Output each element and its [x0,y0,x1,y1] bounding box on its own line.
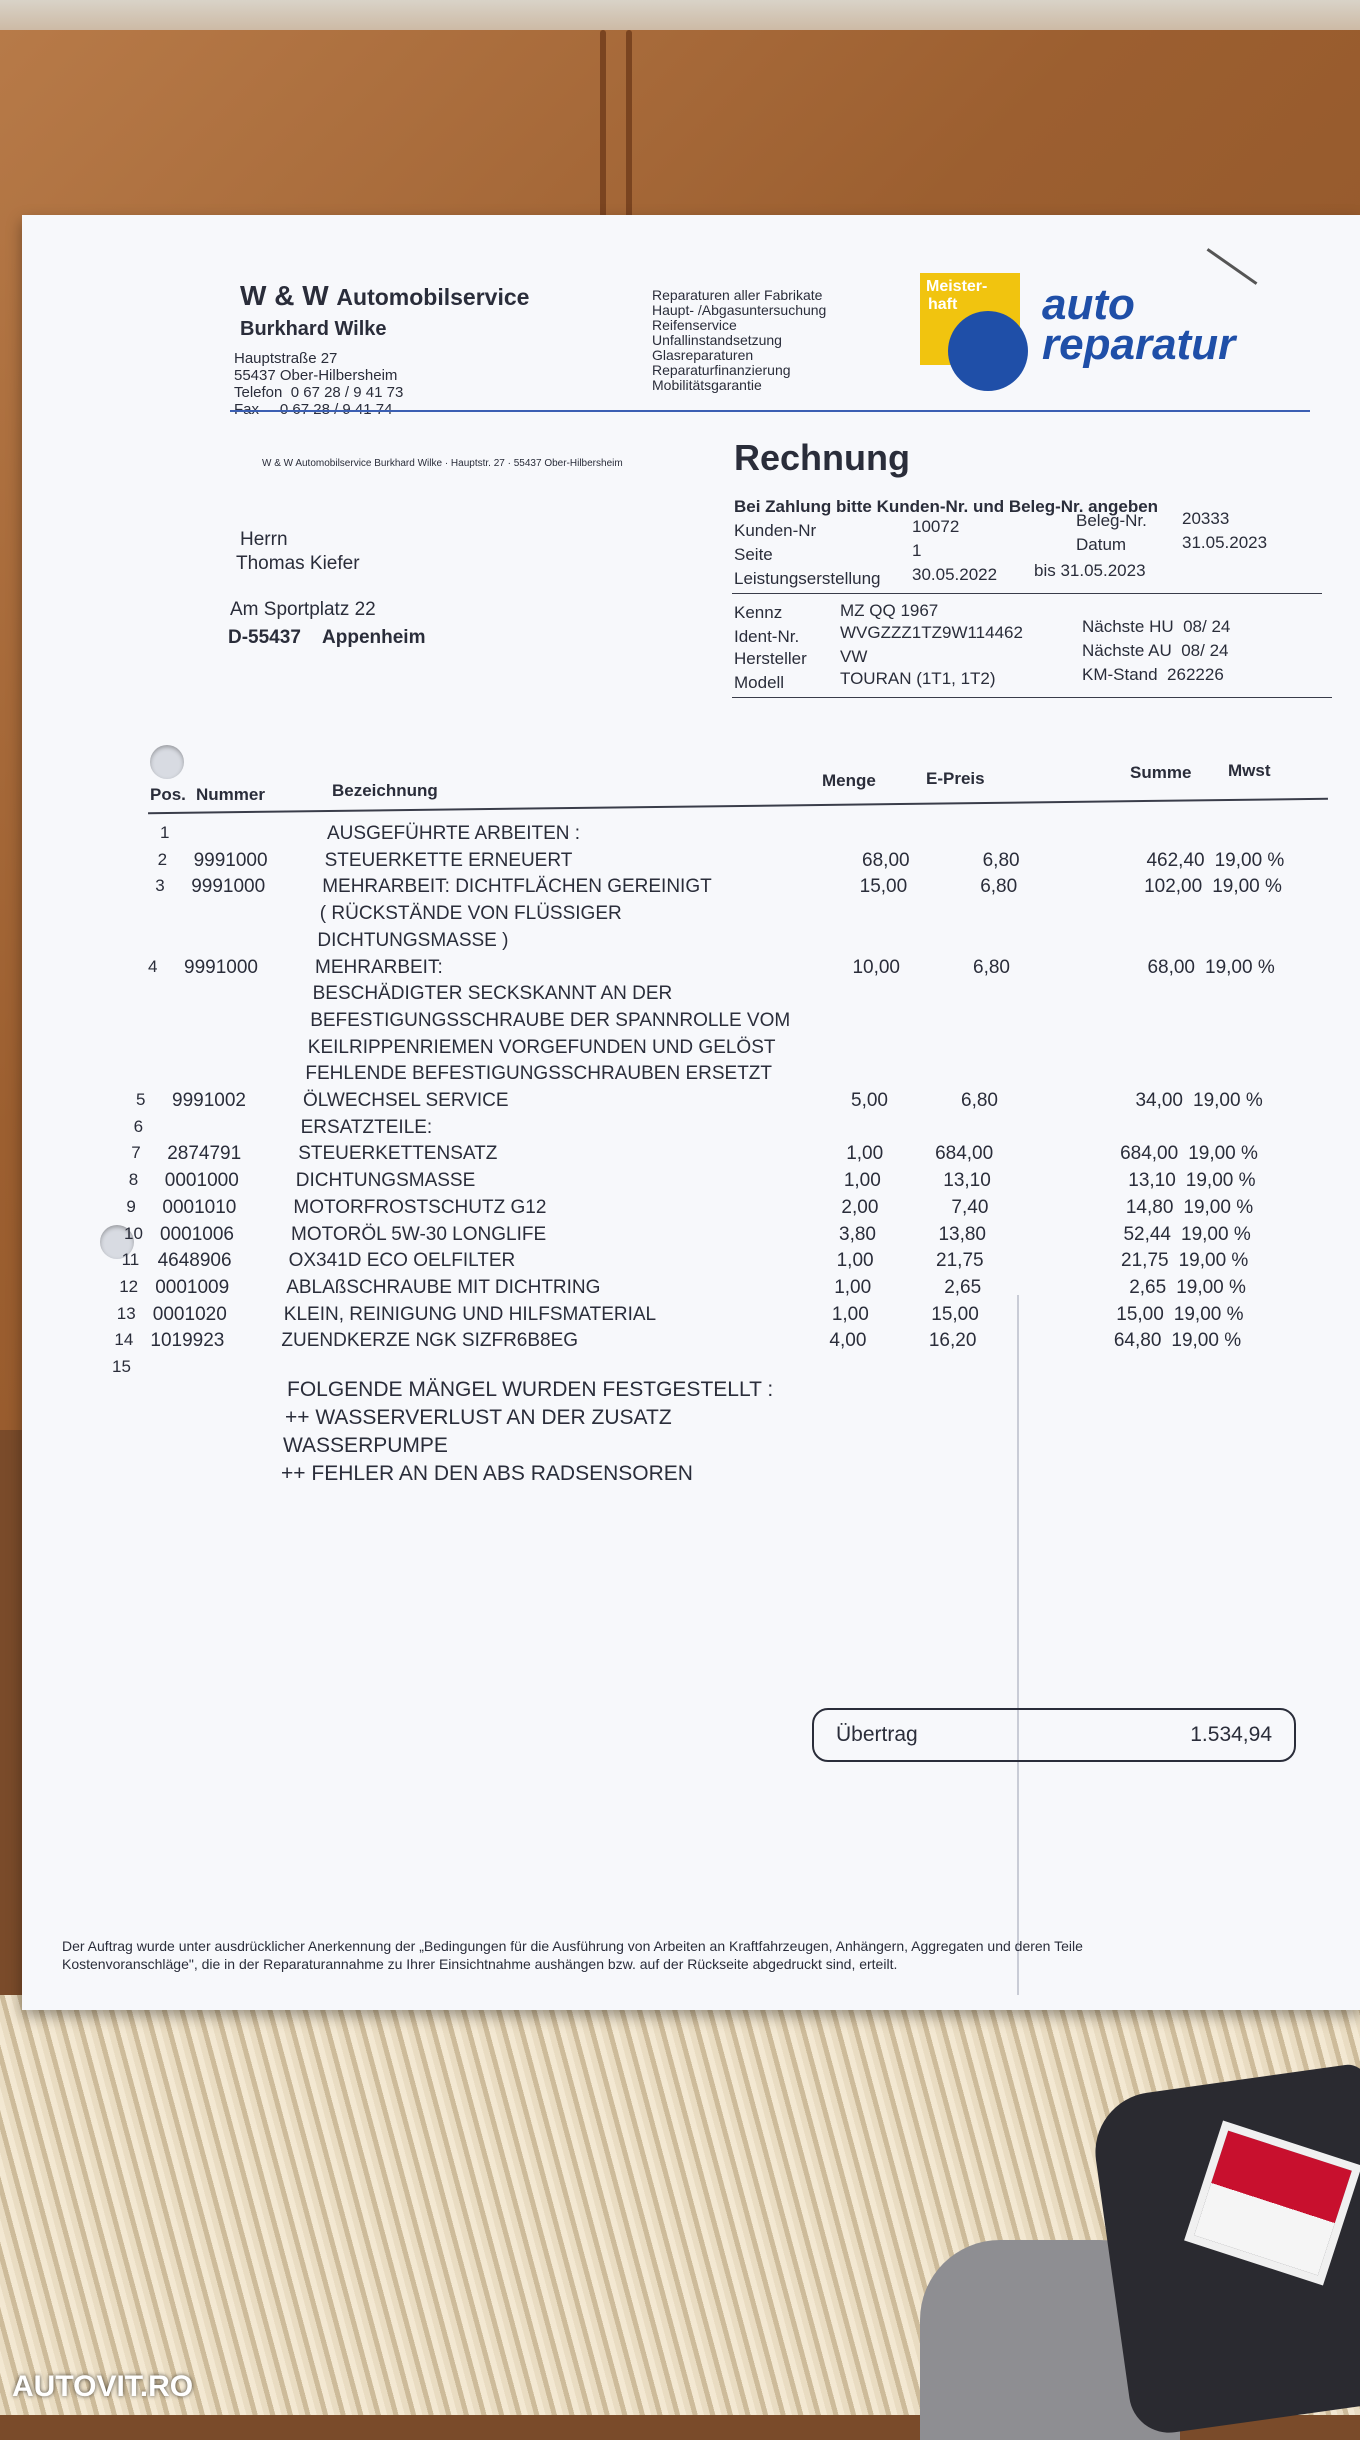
cell-pos: 9 [126,1196,136,1216]
cell-pos: 3 [155,876,165,896]
carry-over-box [812,1708,1296,1762]
cell-nr: 2874791 [167,1143,242,1165]
watermark-logo: AUTOVIT.RO [12,2370,194,2403]
logo-wheel-icon [948,311,1028,391]
cell-desc: MOTORÖL 5W-30 LONGLIFE [291,1223,547,1245]
cell-pos: 4 [148,956,158,976]
cell-qty: 15,00 [859,876,908,898]
cell-qty: 1,00 [843,1170,881,1192]
cell-vat: 19,00 % [1188,1143,1258,1165]
defect-line: WASSERPUMPE [283,1434,448,1457]
paper-clip-icon [1207,248,1258,285]
cell-vat: 19,00 % [1181,1223,1251,1245]
km-stand: KM-Stand 262226 [1082,665,1224,684]
plate-label: Kennz [734,603,783,622]
cell-desc: FEHLENDE BEFESTIGUNGSSCHRAUBEN ERSETZT [305,1063,773,1085]
cell-desc: DICHTUNGSMASSE ) [317,929,509,951]
cell-sum: 462,40 [1146,849,1205,871]
carry-over-label: Übertrag [836,1723,918,1746]
recipient-salutation: Herrn [240,529,288,550]
cell-sum: 21,75 [1121,1250,1169,1272]
cell-nr: 9991002 [172,1090,246,1111]
cell-qty: 1,00 [831,1303,869,1325]
cell-desc: MEHRARBEIT: DICHTFLÄCHEN GEREINIGT [322,876,712,898]
service-period-label: Leistungserstellung [734,569,881,588]
cell-desc: ( RÜCKSTÄNDE VON FLÜSSIGER [319,903,622,925]
cell-sum: 102,00 [1144,876,1203,898]
cell-qty: 3,80 [839,1223,876,1245]
header-rule [230,410,1310,412]
cell-pos: 7 [131,1143,141,1163]
defect-line: ++ WASSERVERLUST AN DER ZUSATZ [285,1406,672,1429]
customer-no: 10072 [912,517,960,536]
carry-over-value: 1.534,94 [1190,1723,1272,1746]
cell-nr: 0001010 [162,1196,237,1218]
defect-line: ++ FEHLER AN DEN ABS RADSENSOREN [281,1462,693,1485]
table-header-rule [148,798,1328,814]
header-number: Nummer [196,785,265,804]
cell-sum: 684,00 [1120,1143,1179,1165]
service-from: 30.05.2022 [912,565,998,584]
cell-qty: 4,00 [829,1330,867,1352]
recipient-city: Appenheim [322,627,426,648]
footer-terms-line2: Kostenvoranschläge", die in der Reparaturannahme zu Ihrer Einsichtnahme aushängen bzw. auf der Rückseite abgedruckt sind, erteilt. [62,1956,898,1972]
vehicle-rule [732,697,1332,698]
header-quantity: Menge [822,771,876,790]
cell-desc: STEUERKETTENSATZ [298,1143,498,1165]
cell-price: 6,80 [973,956,1010,978]
cell-pos: 2 [157,849,168,869]
paper-fold [1017,1295,1019,1995]
cell-desc: MOTORFROSTSCHUTZ G12 [293,1196,547,1218]
cell-qty: 5,00 [851,1090,888,1111]
cell-sum: 52,44 [1123,1223,1171,1245]
cell-sum: 2,65 [1129,1276,1167,1298]
cell-nr: 0001000 [164,1170,239,1192]
cell-desc: BEFESTIGUNGSSCHRAUBE DER SPANNROLLE VOM [310,1009,791,1031]
cell-sum: 14,80 [1125,1196,1174,1218]
cell-vat: 19,00 % [1178,1250,1249,1272]
cell-nr: 9991000 [184,956,258,978]
cell-nr: 9991000 [193,849,268,871]
defects-title: FOLGENDE MÄNGEL WURDEN FESTGESTELLT : [287,1378,774,1401]
cell-sum: 34,00 [1135,1090,1183,1111]
cell-pos: 5 [136,1090,146,1109]
cell-vat: 19,00 % [1183,1196,1254,1218]
punch-hole [150,745,184,779]
cell-vat: 19,00 % [1173,1303,1244,1325]
logo-badge-line1: Meister- [926,278,988,295]
invoice-title: Rechnung [734,437,910,478]
vin: WVGZZZ1TZ9W114462 [840,623,1023,642]
cell-nr: 4648906 [157,1250,232,1272]
company-name-prefix: W & W [240,280,329,311]
cell-price: 2,65 [944,1276,982,1298]
header-vat: Mwst [1228,761,1271,780]
maker: VW [840,647,868,666]
cell-desc: ZUENDKERZE NGK SIZFR6B8EG [281,1330,579,1352]
company-owner: Burkhard Wilke [240,318,387,340]
cell-desc: BESCHÄDIGTER SECKSKANNT AN DER [312,983,673,1005]
page-number: 1 [912,541,922,560]
logo-badge-line2: haft [928,296,958,313]
cell-price: 6,80 [982,849,1020,871]
cell-price: 21,75 [936,1250,984,1272]
cell-price: 6,80 [961,1090,998,1111]
brand-line1: auto [1042,280,1135,329]
vin-label: Ident-Nr. [734,627,800,646]
model: TOURAN (1T1, 1T2) [840,669,996,688]
company-city: 55437 Ober-Hilbersheim [234,367,398,384]
cell-pos: 1 [160,823,170,842]
header-unit-price: E-Preis [926,769,985,788]
cell-desc: ERSATZTEILE: [300,1116,433,1138]
maker-label: Hersteller [734,649,807,668]
cell-desc: KLEIN, REINIGUNG UND HILFSMATERIAL [283,1303,657,1325]
cell-price: 6,80 [980,876,1018,898]
recipient-zip: D-55437 [228,627,301,648]
payment-note: Bei Zahlung bitte Kunden-Nr. und Beleg-Nr. angeben [734,497,1159,516]
cell-vat: 19,00 % [1212,876,1282,898]
cell-pos: 11 [121,1250,140,1270]
doc-no-label: Beleg-Nr. [1076,511,1147,530]
cell-qty: 1,00 [846,1143,884,1165]
header-sum: Summe [1130,763,1192,782]
service-to: bis 31.05.2023 [1034,561,1146,580]
meta-rule [732,593,1322,594]
cell-desc: MEHRARBEIT: [315,956,443,978]
invoice-sheet [22,215,1360,2010]
invoice-date: 31.05.2023 [1182,533,1268,552]
cell-qty: 10,00 [852,956,900,978]
cell-desc: OX341D ECO OELFILTER [288,1250,516,1272]
cell-nr: 1019923 [150,1330,225,1352]
next-hu: Nächste HU 08/ 24 [1082,617,1231,636]
plate: MZ QQ 1967 [840,601,939,620]
cell-vat: 19,00 % [1176,1276,1246,1298]
meisterhaft-logo [920,273,1020,365]
cell-qty: 2,00 [841,1196,879,1218]
company-phone: Telefon 0 67 28 / 9 41 73 [234,384,404,401]
cell-price: 15,00 [931,1303,979,1325]
next-au: Nächste AU 08/ 24 [1082,641,1229,660]
cell-desc: KEILRIPPENRIEMEN VORGEFUNDEN UND GELÖST [307,1036,776,1058]
company-name-suffix: Automobilservice [336,284,530,310]
cell-desc: STEUERKETTE ERNEUERT [324,849,573,871]
doc-no: 20333 [1182,509,1230,528]
cell-pos: 6 [133,1116,144,1136]
header-description: Bezeichnung [332,781,438,800]
cell-vat: 19,00 % [1185,1170,1256,1192]
cell-qty: 68,00 [862,849,910,871]
recipient-name: Thomas Kiefer [236,553,360,574]
cell-vat: 19,00 % [1205,956,1275,978]
cell-sum: 15,00 [1116,1303,1164,1325]
cell-nr: 0001006 [160,1223,234,1245]
company-address [234,350,403,418]
cell-vat: 19,00 % [1171,1330,1242,1352]
cell-sum: 68,00 [1147,956,1195,978]
cell-desc: AUSGEFÜHRTE ARBEITEN : [327,823,581,844]
cell-desc: ABLAßSCHRAUBE MIT DICHTRING [286,1276,601,1298]
cell-price: 16,20 [928,1330,977,1352]
sender-line: W & W Automobilservice Burkhard Wilke · Hauptstr. 27 · 55437 Ober-Hilbersheim [262,458,623,469]
cell-desc: DICHTUNGSMASSE [295,1170,476,1192]
cell-vat: 19,00 % [1193,1090,1263,1111]
cell-nr: 0001009 [155,1276,230,1298]
customer-no-label: Kunden-Nr [734,521,817,540]
cell-qty: 1,00 [836,1250,874,1272]
cell-price: 13,80 [938,1223,986,1245]
cell-vat: 19,00 % [1214,849,1285,871]
cell-pos: 15 [112,1357,131,1376]
cell-price: 7,40 [951,1196,989,1218]
cell-nr: 9991000 [191,876,266,898]
cell-nr: 0001020 [152,1303,227,1325]
cell-desc: ÖLWECHSEL SERVICE [303,1090,509,1111]
services-list: Reparaturen aller Fabrikate Haupt- /Abgasuntersuchung Reifenservice Unfallinstandsetzung Glasreparaturen Reparaturfinanzierung Mobilitätsgarantie [652,287,827,393]
company-street: Hauptstraße 27 [234,350,338,367]
cell-sum: 64,80 [1113,1330,1162,1352]
cell-price: 684,00 [935,1143,994,1165]
header-pos: Pos. [150,785,186,804]
cell-pos: 12 [119,1276,139,1296]
brand-line2: reparatur [1042,320,1236,369]
recipient-city-line [228,627,425,649]
model-label: Modell [734,673,785,692]
page-label: Seite [734,545,773,564]
cell-price: 13,10 [943,1170,991,1192]
recipient-street: Am Sportplatz 22 [230,599,376,620]
cell-pos: 14 [114,1330,134,1350]
auto-reparatur-brand [1042,280,1236,369]
cell-pos: 8 [128,1170,139,1190]
cell-qty: 1,00 [834,1276,872,1298]
company-name [240,280,529,312]
cell-pos: 10 [124,1223,143,1243]
footer-terms-line1: Der Auftrag wurde unter ausdrücklicher Anerkennung der „Bedingungen für die Ausführung von Arbeiten an Kraftfahrzeugen, Anhängern, Aggregaten und deren Teile [62,1938,1083,1954]
cell-sum: 13,10 [1128,1170,1176,1192]
date-label: Datum [1076,535,1127,554]
cell-pos: 13 [116,1303,136,1323]
